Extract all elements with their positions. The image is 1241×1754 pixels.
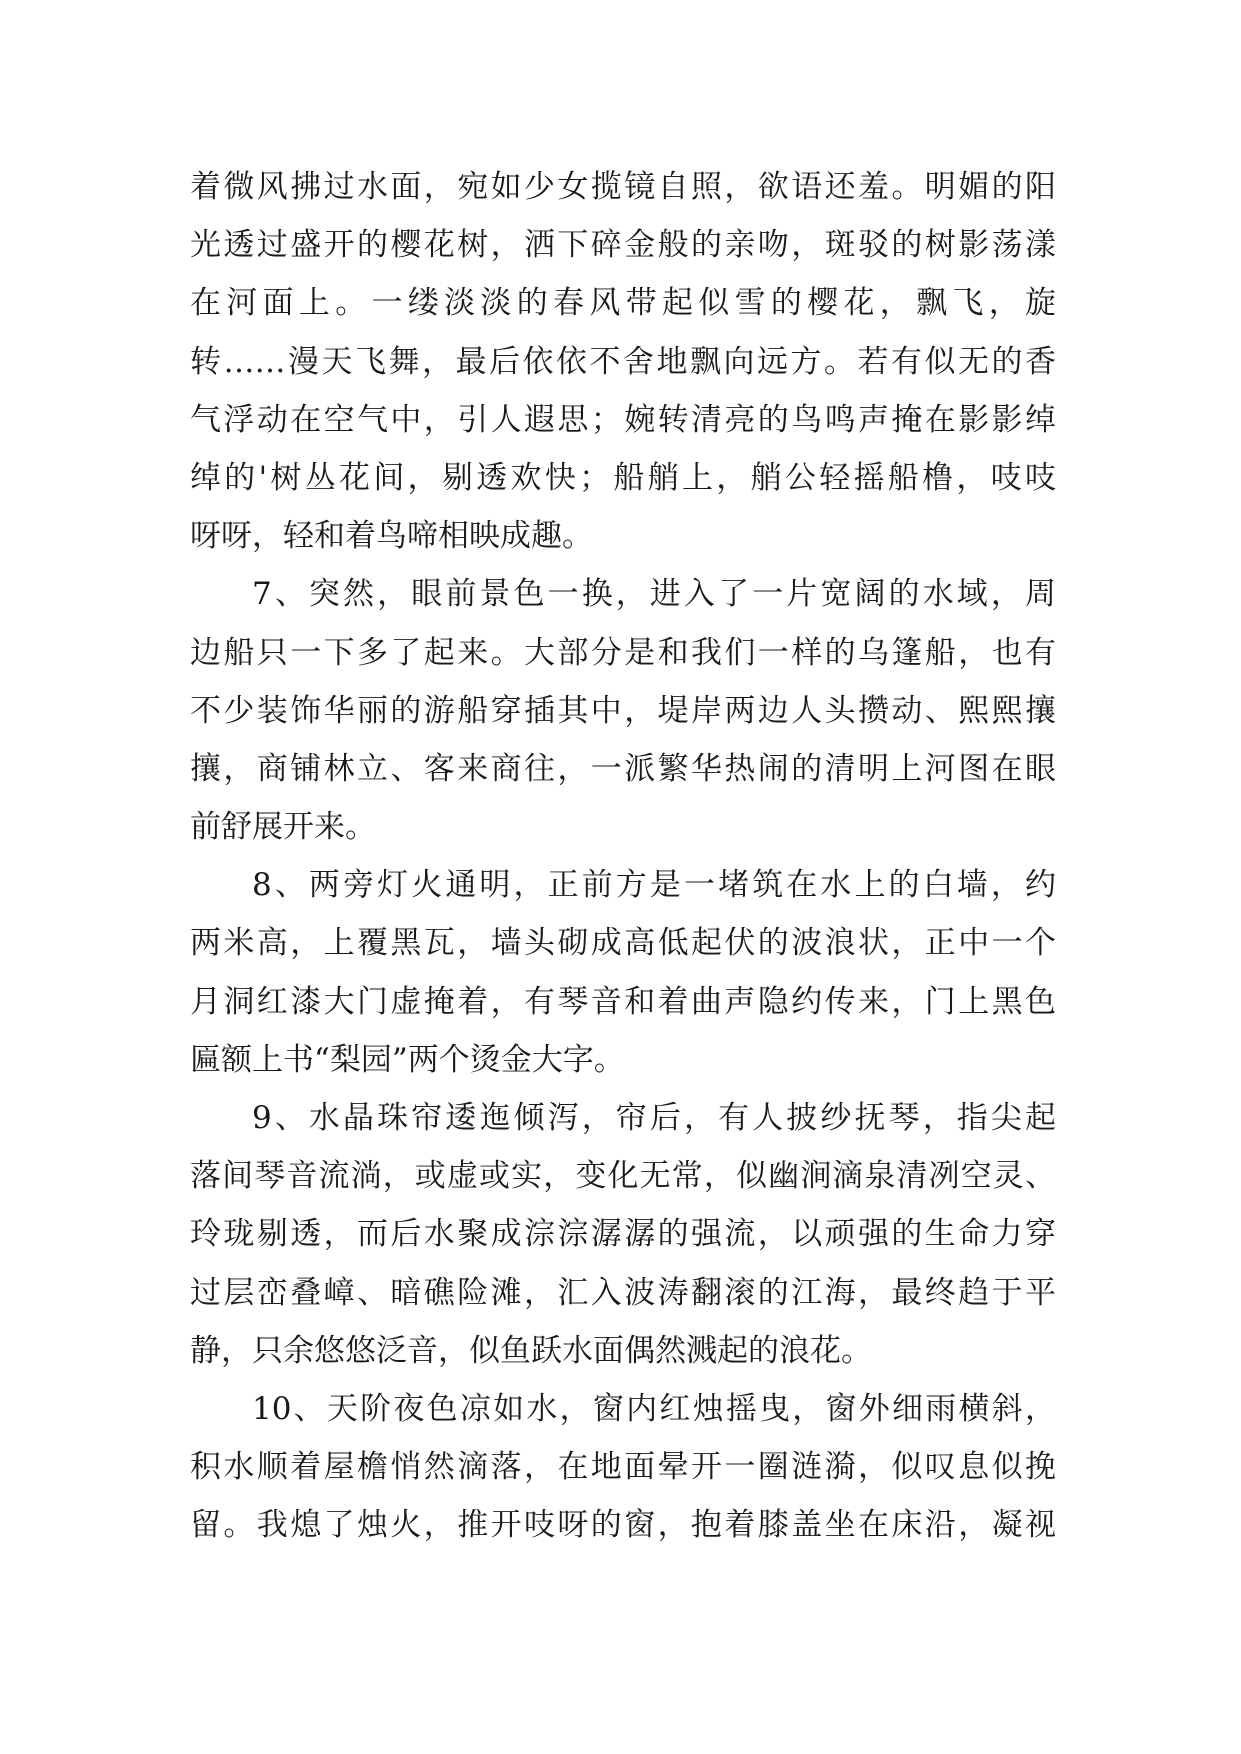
text-line: 留。我熄了烛火，推开吱呀的窗，抱着膝盖坐在床沿，凝视 (190, 1507, 1056, 1544)
text-line: 呀呀，轻和着鸟啼相映成趣。 (190, 518, 593, 555)
text-line: 着微风拂过水面，宛如少女揽镜自照，欲语还羞。明媚的阳 (190, 169, 1056, 205)
text-line: 气浮动在空气中，引人遐思；婉转清亮的鸟鸣声掩在影影绰 (190, 401, 1056, 438)
text-line: 在河面上。一缕淡淡的春风带起似雪的樱花，飘飞，旋 (190, 285, 1056, 322)
paragraph-p-9 (190, 1089, 1056, 1380)
text-line: 静，只余悠悠泛音，似鱼跃水面偶然溅起的浪花。 (190, 1332, 872, 1369)
text-line: 两米高，上覆黑瓦，墙头砌成高低起伏的波浪状，正中一个 (190, 925, 1056, 962)
text-line: 攘，商铺林立、客来商往，一派繁华热闹的清明上河图在眼 (190, 750, 1056, 787)
text-line: 转……漫天飞舞，最后依依不舍地飘向远方。若有似无的香 (190, 343, 1056, 380)
document-body (190, 158, 1056, 1555)
text-line: 过层峦叠嶂、暗礁险滩，汇入波涛翻滚的江海，最终趋于平 (190, 1274, 1056, 1311)
text-line: 匾额上书“梨园”两个烫金大字。 (190, 1041, 625, 1078)
text-line: 10、天阶夜色凉如水，窗内红烛摇曳，窗外细雨横斜， (252, 1390, 1056, 1427)
paragraph-p-10 (190, 1380, 1056, 1555)
text-line: 积水顺着屋檐悄然滴落，在地面晕开一圈涟漪，似叹息似挽 (190, 1449, 1056, 1486)
paragraph-p-8 (190, 856, 1056, 1089)
text-line: 玲珑剔透，而后水聚成淙淙潺潺的强流，以顽强的生命力穿 (190, 1216, 1056, 1253)
text-line: 绰的'树丛花间，剔透欢快；船艄上，艄公轻摇船橹，吱吱 (190, 459, 1056, 496)
text-line: 7、突然，眼前景色一换，进入了一片宽阔的水域，周 (252, 576, 1056, 613)
paragraph-p-7 (190, 565, 1056, 856)
text-line: 不少装饰华丽的游船穿插其中，堤岸两边人头攒动、熙熙攘 (190, 692, 1056, 729)
text-line: 月洞红漆大门虚掩着，有琴音和着曲声隐约传来，门上黑色 (190, 983, 1056, 1020)
text-line: 落间琴音流淌，或虚或实，变化无常，似幽涧滴泉清冽空灵、 (190, 1158, 1056, 1195)
text-line: 前舒展开来。 (190, 809, 376, 846)
text-line: 9、水晶珠帘逶迤倾泻，帘后，有人披纱抚琴，指尖起 (252, 1100, 1056, 1136)
text-line: 8、两旁灯火通明，正前方是一堵筑在水上的白墙，约 (252, 867, 1056, 904)
paragraph-p-cont (190, 158, 1056, 565)
text-line: 边船只一下多了起来。大部分是和我们一样的乌篷船，也有 (190, 634, 1056, 671)
text-line: 光透过盛开的樱花树，洒下碎金般的亲吻，斑驳的树影荡漾 (190, 227, 1056, 264)
